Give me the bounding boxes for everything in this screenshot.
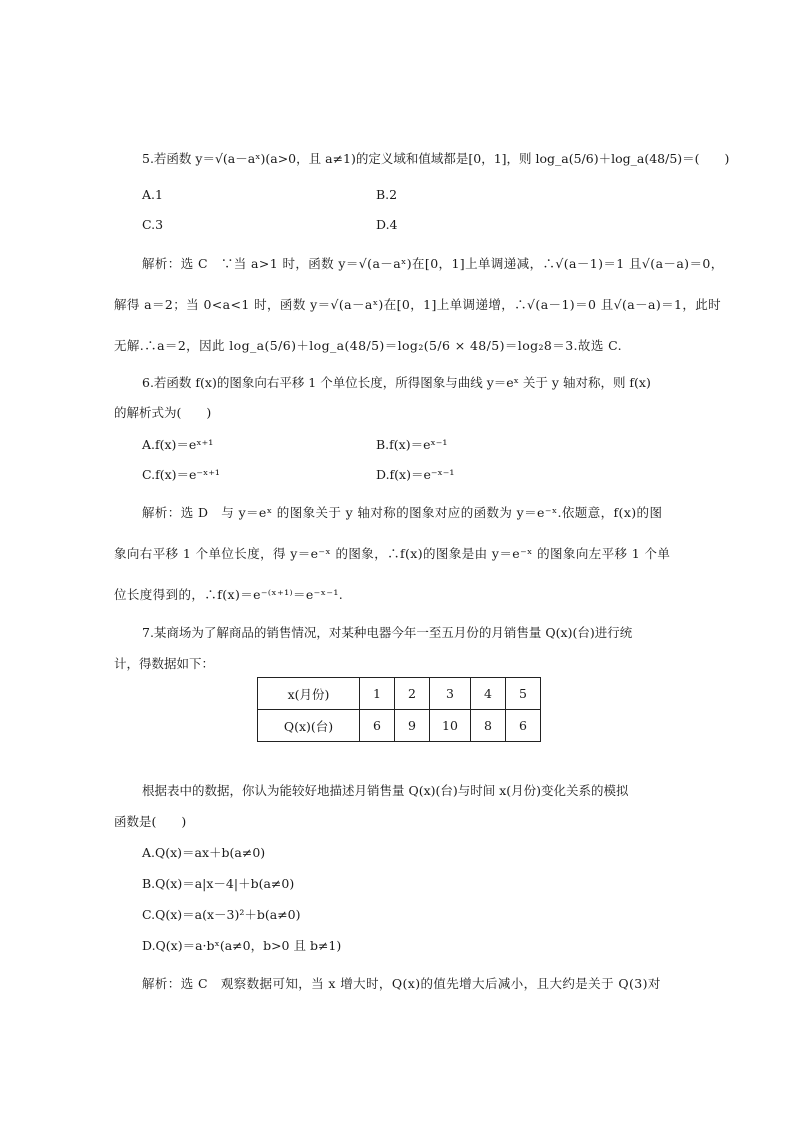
q6-option-b: B.f(x)＝eˣ⁻¹ <box>376 437 448 452</box>
q5-option-c: C.3 <box>142 217 164 232</box>
q6-solution-line-3: 位长度得到的，∴f(x)＝e⁻⁽ˣ⁺¹⁾＝e⁻ˣ⁻¹. <box>114 587 344 602</box>
table-cell: 9 <box>395 710 430 742</box>
q7-question-line-2: 函数是( ) <box>114 814 187 829</box>
q6-stem-line-2: 的解析式为( ) <box>114 405 212 420</box>
q5-option-a: A.1 <box>142 187 163 202</box>
q6-solution-line-1: 解析：选 D 与 y＝eˣ 的图象关于 y 轴对称的图象对应的函数为 y＝e⁻ˣ.依题意，f(x)的图 <box>142 505 663 520</box>
q5-stem: 5.若函数 y＝√(a－aˣ)(a>0，且 a≠1)的定义域和值域都是[0，1]，则 log_a(5/6)＋log_a(48/5)＝( ) <box>142 151 730 166</box>
q6-solution-line-2: 象向右平移 1 个单位长度，得 y＝e⁻ˣ 的图象，∴f(x)的图象是由 y＝e⁻ˣ 的图象向左平移 1 个单 <box>114 546 671 561</box>
table-cell: 8 <box>471 710 506 742</box>
q5-option-d: D.4 <box>376 217 398 232</box>
q5-solution-line-3: 无解.∴a＝2，因此 log_a(5/6)＋log_a(48/5)＝log₂(5/6 × 48/5)＝log₂8＝3.故选 C. <box>114 338 622 353</box>
q6-option-d: D.f(x)＝e⁻ˣ⁻¹ <box>376 467 455 482</box>
q6-option-a: A.f(x)＝eˣ⁺¹ <box>142 437 214 452</box>
q7-option-b: B.Q(x)＝a|x－4|＋b(a≠0) <box>142 876 295 891</box>
table-cell: 10 <box>430 710 471 742</box>
q6-stem-line-1: 6.若函数 f(x)的图象向右平移 1 个单位长度，所得图象与曲线 y＝eˣ 关于 y 轴对称，则 f(x) <box>142 375 651 390</box>
q6-option-c: C.f(x)＝e⁻ˣ⁺¹ <box>142 467 220 482</box>
q7-solution-line-1: 解析：选 C 观察数据可知，当 x 增大时，Q(x)的值先增大后减小，且大约是关于 Q(3)对 <box>142 976 661 991</box>
q7-option-c: C.Q(x)＝a(x－3)²＋b(a≠0) <box>142 907 301 922</box>
table-row-label-month: x(月份) <box>258 678 360 710</box>
q7-option-d: D.Q(x)＝a·bˣ(a≠0，b>0 且 b≠1) <box>142 938 342 953</box>
q7-stem-line-2: 计，得数据如下： <box>114 656 215 671</box>
q5-solution-line-1: 解析：选 C ∵当 a>1 时，函数 y＝√(a－aˣ)在[0，1]上单调递减，∴√(a－1)＝1 且√(a－a)＝0， <box>142 256 724 271</box>
table-row <box>258 710 541 742</box>
table-row <box>258 678 541 710</box>
table-cell: 4 <box>471 678 506 710</box>
q7-stem-line-1: 7.某商场为了解商品的销售情况，对某种电器今年一至五月份的月销售量 Q(x)(台)进行统 <box>142 625 633 640</box>
table-cell: 5 <box>506 678 541 710</box>
q7-question-line-1: 根据表中的数据，你认为能较好地描述月销售量 Q(x)(台)与时间 x(月份)变化关系的模拟 <box>142 783 629 798</box>
table-cell: 6 <box>506 710 541 742</box>
table-cell: 6 <box>360 710 395 742</box>
table-cell: 1 <box>360 678 395 710</box>
q7-option-a: A.Q(x)＝ax＋b(a≠0) <box>142 845 266 860</box>
table-row-label-sales: Q(x)(台) <box>258 710 360 742</box>
q7-data-table <box>257 677 541 742</box>
table-cell: 2 <box>395 678 430 710</box>
table-cell: 3 <box>430 678 471 710</box>
q5-option-b: B.2 <box>376 187 398 202</box>
q5-solution-line-2: 解得 a＝2；当 0<a<1 时，函数 y＝√(a－aˣ)在[0，1]上单调递增，∴√(a－1)＝0 且√(a－a)＝1，此时 <box>114 297 722 312</box>
